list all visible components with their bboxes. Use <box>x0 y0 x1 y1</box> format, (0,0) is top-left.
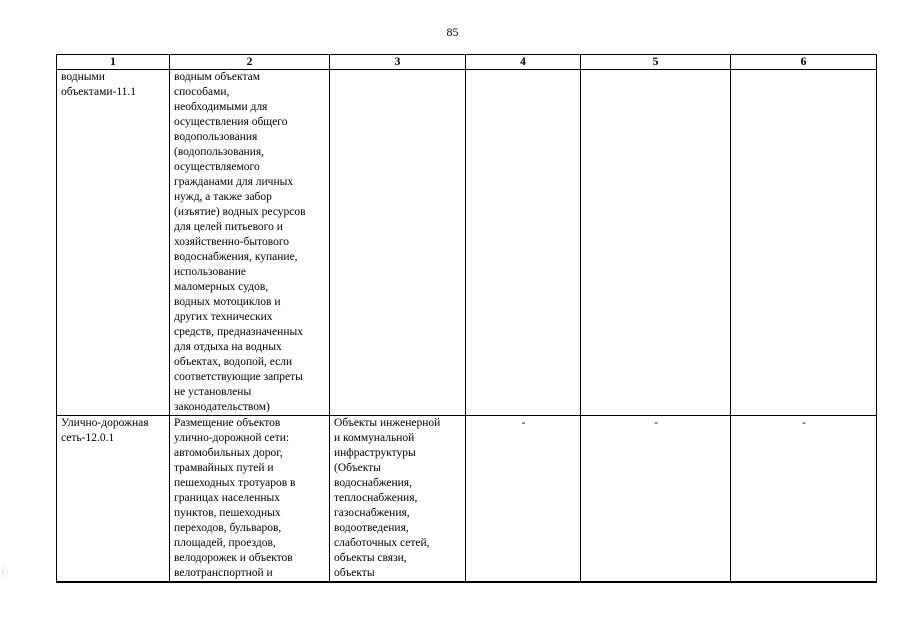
column-header-4: 4 <box>466 55 581 70</box>
table-cell <box>466 416 581 583</box>
regulation-table <box>56 54 877 583</box>
cell-value: - <box>802 417 806 429</box>
table-cell <box>731 70 877 416</box>
table-row <box>57 416 877 583</box>
column-header-2: 2 <box>170 55 330 70</box>
column-header-6: 6 <box>731 55 877 70</box>
table-header-row <box>57 55 877 70</box>
column-header-3: 3 <box>330 55 466 70</box>
table-cell <box>57 70 170 416</box>
table-cell <box>330 70 466 416</box>
auxiliary-use: Объекты инженерной и коммунальной инфраструктуры (Объекты водоснабжения, теплоснабжения, газоснабжения, водоотведения, слаботочных сетей, объекты связи, объекты <box>334 417 441 579</box>
table-cell <box>170 416 330 583</box>
column-header-5: 5 <box>581 55 731 70</box>
land-use-description: водным объектам способами, необходимыми для осуществления общего водопользования (водопользования, осуществляемого гражданами для личных нужд, а также забор (изъятие) водных ресурсов для целей питьевого и хозяйственно-бытового водоснабжения, купание, использование маломерных судов, водных мотоциклов и других технических средств, предназначенных для отдыха на водных объектах, водопой, если соответствующие запреты не установлены законодательством) <box>174 71 306 413</box>
land-use-description: Размещение объектов улично-дорожной сети: автомобильных дорог, трамвайных путей и пешеходных тротуаров в границах населенных пунктов, пешеходных переходов, бульваров, площадей, проездов, велодорожек и объектов велотранспортной и <box>174 417 296 579</box>
column-header-1: 1 <box>57 55 170 70</box>
land-use-type: Улично-дорожная сеть-12.0.1 <box>61 417 149 444</box>
cell-value: - <box>654 417 658 429</box>
table-row <box>57 70 877 416</box>
page-number: 85 <box>446 25 459 39</box>
table-cell <box>57 416 170 583</box>
table-cell <box>731 416 877 583</box>
scan-edge-mark: · : · <box>2 564 4 580</box>
land-use-type: водными объектами-11.1 <box>61 71 137 98</box>
cell-value: - <box>521 417 526 429</box>
table-cell <box>581 70 731 416</box>
table-cell <box>170 70 330 416</box>
table-cell <box>466 70 581 416</box>
table-cell <box>330 416 466 583</box>
table-cell <box>581 416 731 583</box>
